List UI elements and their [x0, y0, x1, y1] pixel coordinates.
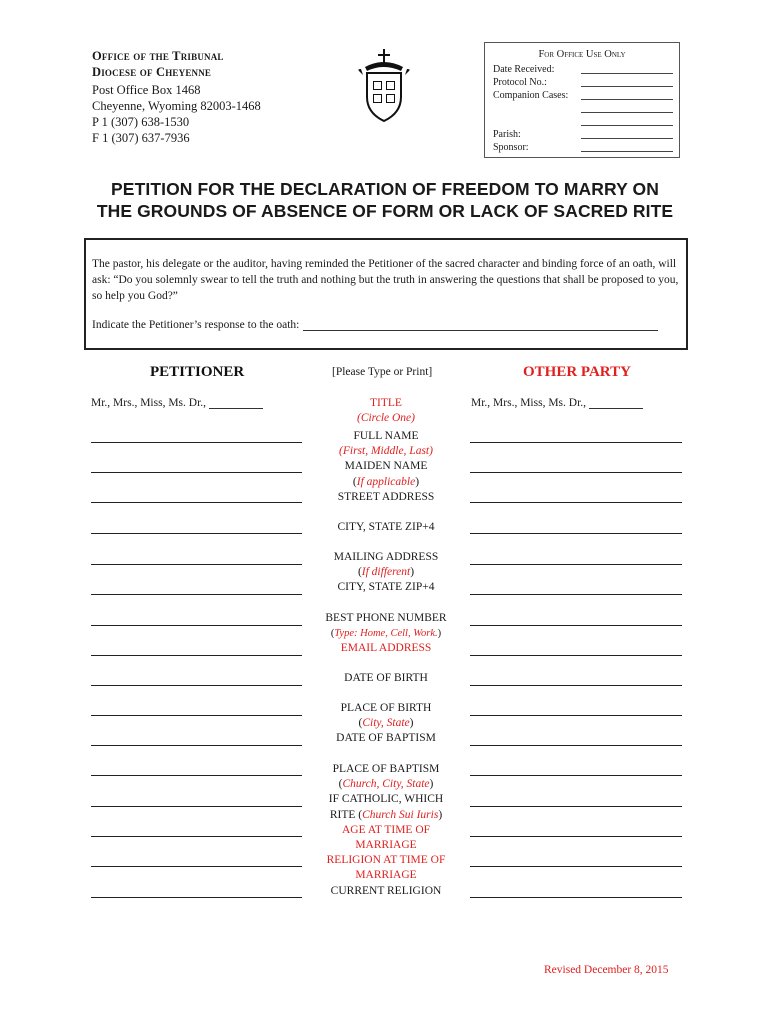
office-field-label: Sponsor: — [493, 142, 529, 153]
office-field-date-received — [493, 63, 673, 76]
label-phone-note: (Type: Home, Cell, Work.) — [330, 628, 442, 640]
tribunal-address-block — [92, 48, 261, 146]
other-phone-field[interactable] — [470, 625, 682, 626]
other-dobap-field[interactable] — [470, 745, 682, 746]
label-religion-1: RELIGION AT TIME OF — [326, 854, 446, 867]
other-current-religion-field[interactable] — [470, 897, 682, 898]
other-party-title-field — [471, 397, 643, 409]
oath-response-field[interactable] — [303, 318, 658, 331]
oath-response-label: Indicate the Petitioner’s response to the oath: — [92, 319, 300, 331]
other-religion-field[interactable] — [470, 866, 682, 867]
field-labels-mailing — [316, 550, 456, 596]
label-religion-2: MARRIAGE — [355, 869, 417, 882]
other-pob-field[interactable] — [470, 715, 682, 716]
field-labels-name — [316, 429, 456, 505]
other-city-state-field[interactable] — [470, 533, 682, 534]
pobap-note-text: Church, City, State — [342, 778, 430, 791]
phone-line: P 1 (307) 638-1530 — [92, 115, 190, 129]
title-options: Mr., Mrs., Miss, Ms. Dr., — [471, 397, 587, 409]
label-age-2: MARRIAGE — [355, 839, 417, 852]
petitioner-age-field[interactable] — [91, 836, 302, 837]
catholic-rite-suffix: ) — [438, 808, 443, 821]
office-field-extra-2 — [493, 115, 673, 126]
oath-instructions: The pastor, his delegate or the auditor, having reminded the Petitioner of the sacred character and binding force of an oath, will ask: “Do you solemnly swear to tell the truth and nothing but the truth in answering the questions that shall be proposed to you, so help you God?” — [92, 258, 679, 302]
phone-note-text: Type: Home, Cell, Work. — [334, 628, 438, 640]
office-field-blank[interactable] — [581, 102, 673, 113]
office-use-box — [484, 42, 680, 158]
office-field-blank[interactable] — [581, 63, 673, 74]
petitioner-maiden-name-field[interactable] — [91, 472, 302, 473]
label-full-name-note: (First, Middle, Last) — [339, 445, 433, 458]
label-maiden-note: (If applicable) — [352, 475, 420, 488]
field-labels-phone — [316, 611, 456, 657]
catholic-rite-note: Church Sui Iuris — [362, 808, 439, 821]
label-title: TITLE — [370, 397, 402, 409]
field-labels-birth — [316, 701, 456, 747]
label-mailing: MAILING ADDRESS — [333, 551, 439, 563]
label-age-1: AGE AT TIME OF — [341, 823, 431, 836]
petitioner-phone-field[interactable] — [91, 625, 302, 626]
petition-title-line2: THE GROUNDS OF ABSENCE OF FORM OR LACK OF SACRED RITE — [96, 201, 674, 221]
other-full-name-field[interactable] — [470, 442, 682, 443]
office-field-blank[interactable] — [581, 89, 673, 100]
office-field-blank[interactable] — [581, 76, 673, 87]
other-rite-field[interactable] — [470, 806, 682, 807]
label-dob: DATE OF BIRTH — [344, 672, 428, 684]
label-city-state-2: CITY, STATE ZIP+4 — [337, 581, 435, 594]
petition-title — [60, 178, 710, 222]
office-field-blank[interactable] — [581, 128, 673, 139]
office-use-title: For Office Use Only — [538, 49, 626, 60]
petitioner-dob-field[interactable] — [91, 685, 302, 686]
mailing-note-text: If different — [361, 566, 411, 579]
title-blank[interactable] — [589, 397, 643, 409]
oath-box — [84, 238, 688, 350]
maiden-note-text: If applicable — [356, 475, 416, 488]
office-field-blank[interactable] — [581, 141, 673, 152]
field-labels-baptism — [316, 762, 456, 899]
office-field-extra-1 — [493, 102, 673, 113]
petitioner-city-state-field[interactable] — [91, 533, 302, 534]
office-field-blank[interactable] — [581, 115, 673, 126]
other-maiden-name-field[interactable] — [470, 472, 682, 473]
fax-line: F 1 (307) 637-7936 — [92, 131, 190, 145]
po-box: Post Office Box 1468 — [92, 83, 201, 97]
other-mailing-field[interactable] — [470, 564, 682, 565]
diocese-crest-icon — [355, 47, 413, 123]
petitioner-pobap-field[interactable] — [91, 775, 302, 776]
field-labels — [316, 396, 456, 426]
petitioner-mailing-field[interactable] — [91, 564, 302, 565]
label-pob-note: (City, State) — [358, 717, 414, 730]
petitioner-full-name-field[interactable] — [91, 442, 302, 443]
office-field-label: Parish: — [493, 129, 521, 140]
office-field-label: Companion Cases: — [493, 90, 569, 101]
petitioner-email-field[interactable] — [91, 655, 302, 656]
revision-date: Revised December 8, 2015 — [544, 964, 669, 976]
label-pob: PLACE OF BIRTH — [340, 702, 432, 714]
diocese-name: Diocese of Cheyenne — [92, 65, 212, 79]
office-field-sponsor — [493, 141, 673, 154]
label-catholic-2 — [316, 808, 456, 823]
title-blank[interactable] — [209, 397, 263, 409]
petitioner-current-religion-field[interactable] — [91, 897, 302, 898]
petitioner-religion-field[interactable] — [91, 866, 302, 867]
other-street-field[interactable] — [470, 502, 682, 503]
office-field-label: Protocol No.: — [493, 77, 547, 88]
other-email-field[interactable] — [470, 655, 682, 656]
other-pobap-field[interactable] — [470, 775, 682, 776]
other-age-field[interactable] — [470, 836, 682, 837]
label-catholic-1: IF CATHOLIC, WHICH — [328, 793, 444, 806]
label-current-religion: CURRENT RELIGION — [330, 884, 442, 897]
label-city-state: CITY, STATE ZIP+4 — [337, 521, 435, 533]
office-field-parish — [493, 128, 673, 141]
label-title-note: (Circle One) — [356, 412, 415, 425]
label-email: EMAIL ADDRESS — [340, 642, 432, 655]
petitioner-pob-field[interactable] — [91, 715, 302, 716]
oath-response-row — [92, 318, 658, 331]
office-name: Office of the Tribunal — [92, 49, 224, 63]
petitioner-dobap-field[interactable] — [91, 745, 302, 746]
label-pobap: PLACE OF BAPTISM — [332, 763, 440, 775]
other-mailing-city-field[interactable] — [470, 594, 682, 595]
label-phone: BEST PHONE NUMBER — [325, 612, 447, 624]
other-party-heading: OTHER PARTY — [523, 364, 631, 380]
office-field-label: Date Received: — [493, 64, 555, 75]
city-line: Cheyenne, Wyoming 82003-1468 — [92, 99, 261, 113]
label-mailing-note: (If different) — [357, 566, 415, 579]
label-full-name: FULL NAME — [353, 430, 419, 442]
label-maiden-name: MAIDEN NAME — [344, 460, 428, 473]
petitioner-street-field[interactable] — [91, 502, 302, 503]
label-pobap-note: (Church, City, State) — [338, 778, 434, 791]
type-or-print-note: [Please Type or Print] — [332, 366, 433, 378]
office-field-companion — [493, 89, 673, 102]
label-dobap: DATE OF BAPTISM — [336, 732, 436, 745]
petition-title-line1: PETITION FOR THE DECLARATION OF FREEDOM TO MARRY ON — [111, 179, 659, 199]
petitioner-mailing-city-field[interactable] — [91, 594, 302, 595]
petitioner-heading: PETITIONER — [150, 364, 245, 380]
label-street: STREET ADDRESS — [337, 490, 435, 503]
office-field-protocol — [493, 76, 673, 89]
catholic-rite-prefix: RITE ( — [329, 808, 363, 821]
title-options: Mr., Mrs., Miss, Ms. Dr., — [91, 397, 207, 409]
petitioner-rite-field[interactable] — [91, 806, 302, 807]
other-dob-field[interactable] — [470, 685, 682, 686]
petitioner-title-field — [91, 397, 263, 409]
pob-note-text: City, State — [362, 717, 410, 730]
